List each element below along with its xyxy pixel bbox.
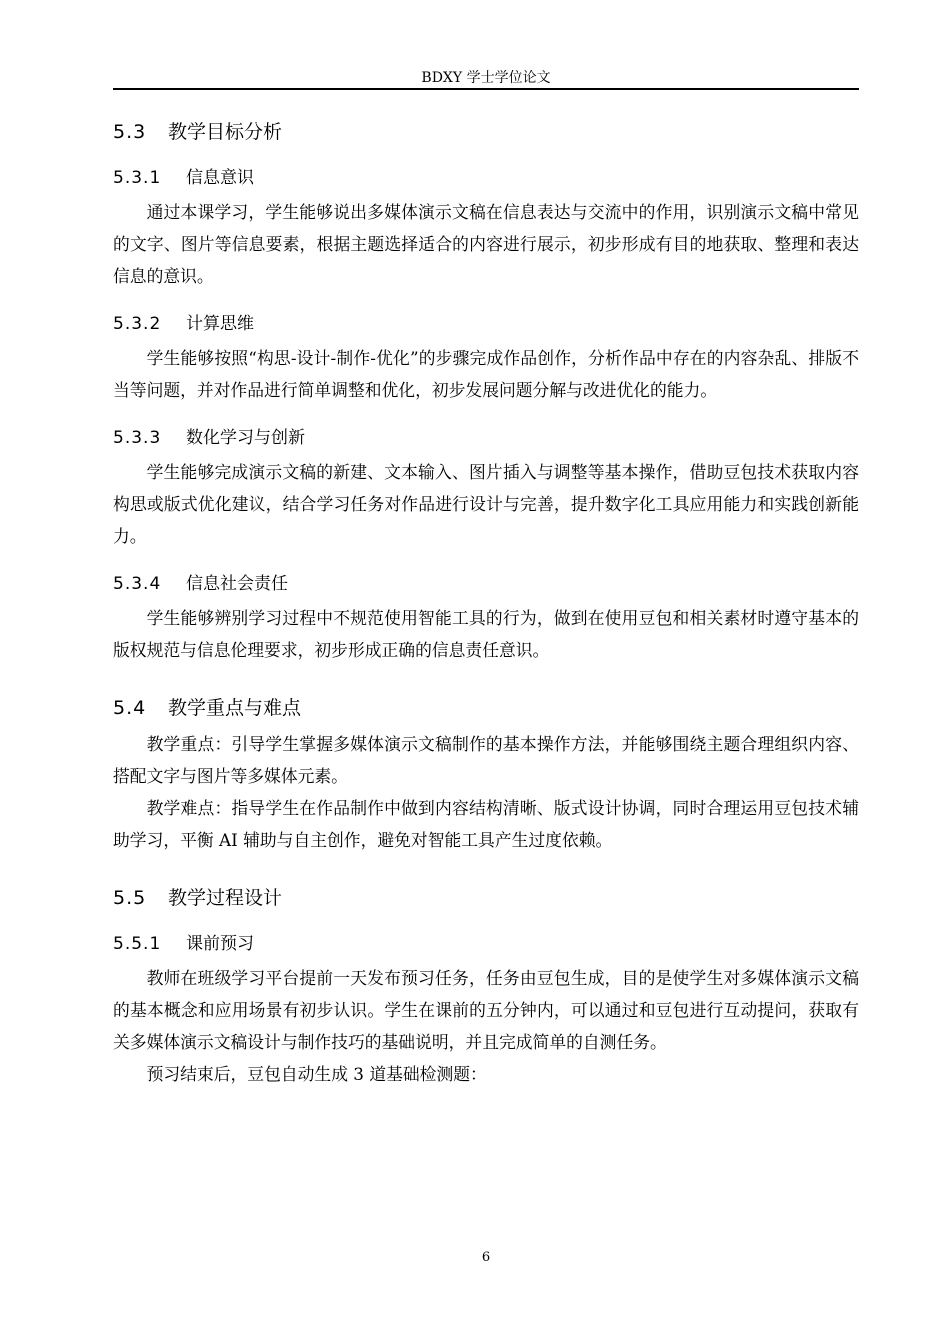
paragraph-social-responsibility: 学生能够辨别学习过程中不规范使用智能工具的行为，做到在使用豆包和相关素材时遵守基本的版权规范与信息伦理要求，初步形成正确的信息责任意识。 [113, 608, 859, 660]
subsection-number: 5.3.4 [113, 574, 162, 594]
subsection-heading-5-5-1 [113, 926, 859, 962]
subsection-title: 信息意识 [186, 168, 254, 188]
subsection-number: 5.3.1 [113, 168, 162, 188]
page-body [113, 112, 859, 1090]
subsection-heading-5-3-3 [113, 420, 859, 456]
subsection-heading-5-3-2 [113, 306, 859, 342]
subsection-number: 5.3.2 [113, 314, 162, 334]
subsection-heading-5-3-1 [113, 160, 859, 196]
section-title: 教学重点与难点 [168, 697, 302, 719]
paragraph-key-points: 教学重点：引导学生掌握多媒体演示文稿制作的基本操作方法，并能够围绕主题合理组织内容、搭配文字与图片等多媒体元素。 [113, 734, 859, 786]
subsection-title: 课前预习 [186, 934, 254, 954]
section-heading-5-5 [113, 878, 859, 918]
section-title: 教学过程设计 [168, 887, 283, 909]
subsection-number: 5.3.3 [113, 428, 162, 448]
paragraph-computational-thinking: 学生能够按照“构思-设计-制作-优化”的步骤完成作品创作，分析作品中存在的内容杂乱、排版不当等问题，并对作品进行简单调整和优化，初步发展问题分解与改进优化的能力。 [113, 348, 859, 400]
subsection-heading-5-3-4 [113, 566, 859, 602]
subsection-number: 5.5.1 [113, 934, 162, 954]
paragraph-pre-class-preview: 教师在班级学习平台提前一天发布预习任务，任务由豆包生成，目的是使学生对多媒体演示文稿的基本概念和应用场景有初步认识。学生在课前的五分钟内，可以通过和豆包进行互动提问，获取有关多媒体演示文稿设计与制作技巧的基础说明，并且完成简单的自测任务。 [113, 968, 859, 1052]
paragraph-preview-quiz: 预习结束后，豆包自动生成 3 道基础检测题： [146, 1064, 487, 1084]
header-rule [113, 88, 859, 90]
section-heading-5-4 [113, 688, 859, 728]
subsection-title: 计算思维 [186, 314, 254, 334]
subsection-title: 数化学习与创新 [186, 428, 305, 448]
section-title: 教学目标分析 [168, 121, 283, 143]
paragraph-difficulties: 教学难点：指导学生在作品制作中做到内容结构清晰、版式设计协调，同时合理运用豆包技术辅助学习，平衡 AI 辅助与自主创作，避免对智能工具产生过度依赖。 [113, 798, 859, 850]
section-number: 5.3 [113, 121, 147, 143]
subsection-title: 信息社会责任 [186, 574, 288, 594]
section-number: 5.5 [113, 887, 147, 909]
paragraph-information-awareness: 通过本课学习，学生能够说出多媒体演示文稿在信息表达与交流中的作用，识别演示文稿中常见的文字、图片等信息要素，根据主题选择适合的内容进行展示，初步形成有目的地获取、整理和表达信息的意识。 [113, 202, 859, 286]
running-header: BDXY 学士学位论文 [421, 70, 551, 86]
section-number: 5.4 [113, 697, 147, 719]
page-number: 6 [481, 1250, 491, 1265]
paragraph-digital-learning: 学生能够完成演示文稿的新建、文本输入、图片插入与调整等基本操作，借助豆包技术获取内容构思或版式优化建议，结合学习任务对作品进行设计与完善，提升数字化工具应用能力和实践创新能力。 [113, 462, 859, 546]
section-heading-5-3 [113, 112, 859, 152]
